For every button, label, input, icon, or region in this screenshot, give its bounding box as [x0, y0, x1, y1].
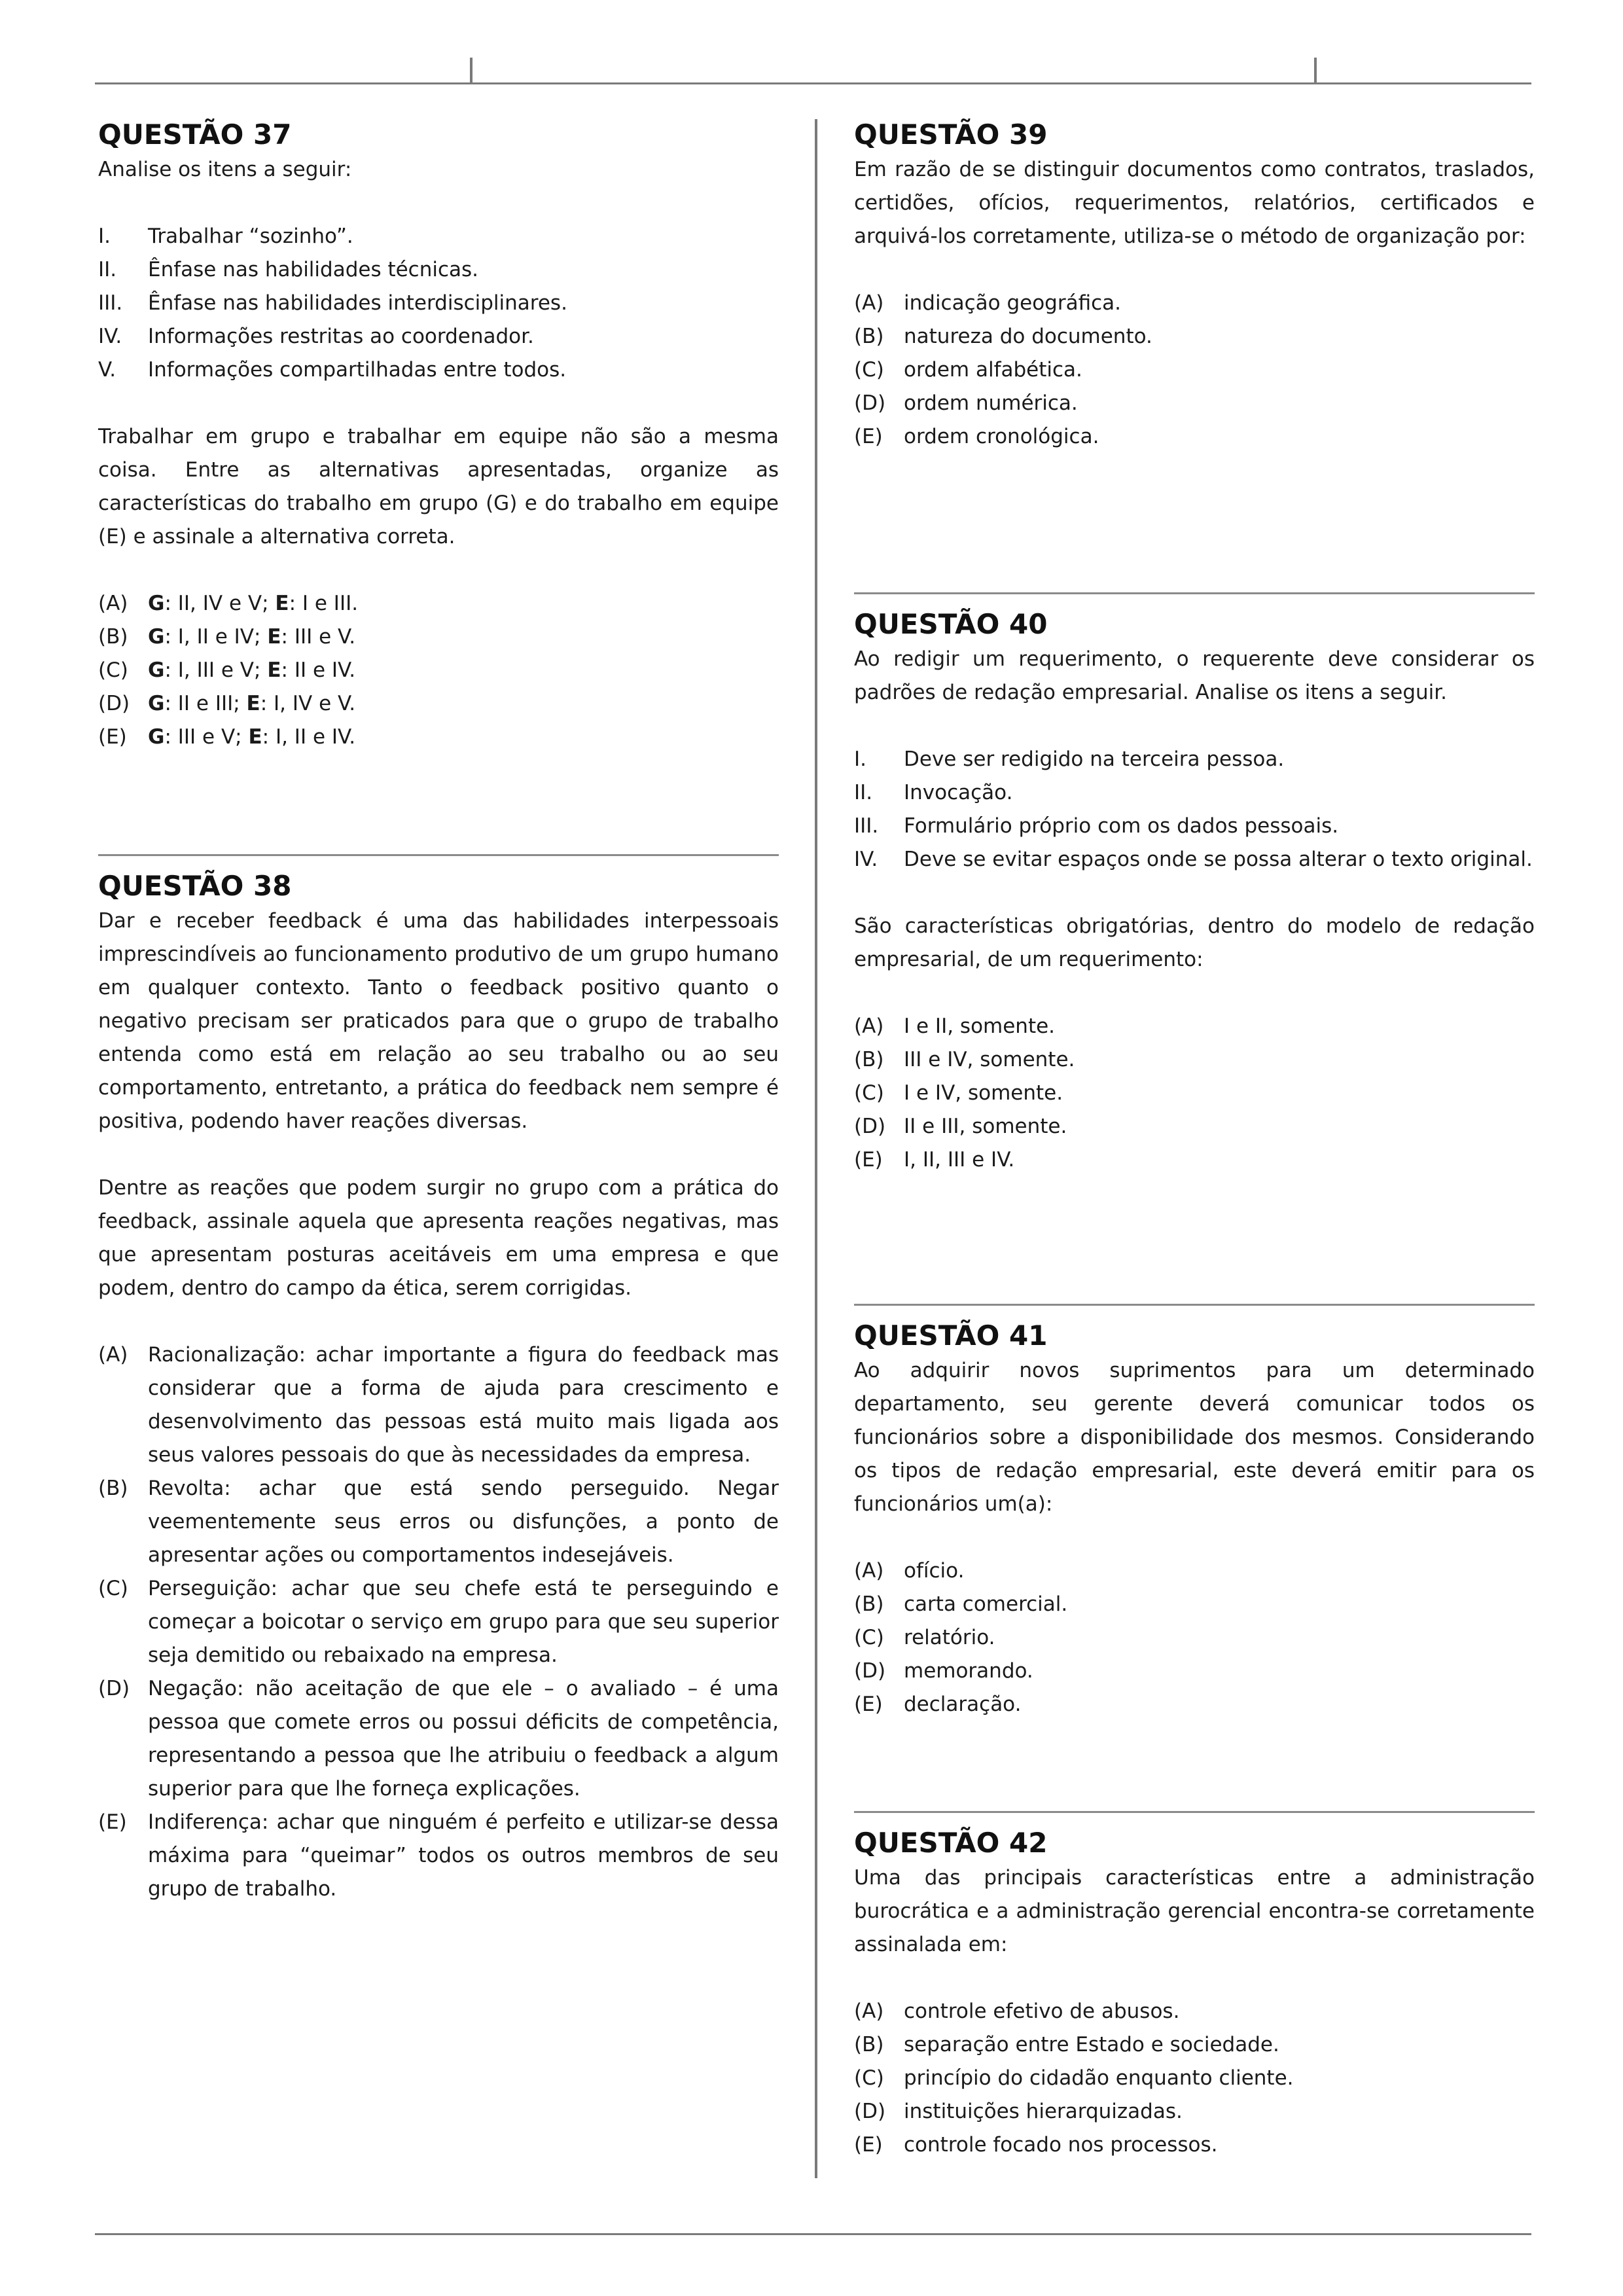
option-letter: (E)	[854, 425, 883, 448]
header-tick-left	[470, 58, 473, 84]
answer-options	[854, 1554, 1535, 1721]
item-number: II.	[854, 781, 873, 804]
question-title: QUESTÃO 40	[854, 608, 1048, 640]
list-item	[98, 220, 779, 253]
list-item	[98, 287, 779, 320]
option-letter: (C)	[98, 1577, 128, 1600]
answer-option[interactable]	[854, 1655, 1535, 1688]
answer-option[interactable]	[854, 1688, 1535, 1721]
option-group-key: G	[148, 592, 165, 615]
option-team-key: E	[275, 592, 289, 615]
option-letter: (C)	[854, 2066, 884, 2090]
option-team-key: E	[267, 625, 281, 649]
list-item	[854, 843, 1535, 876]
option-text: controle efetivo de abusos.	[904, 2000, 1180, 2023]
option-text: controle focado nos processos.	[904, 2133, 1218, 2157]
item-number: IV.	[98, 325, 122, 348]
option-group-key: G	[148, 692, 165, 715]
option-text: I e IV, somente.	[904, 1081, 1063, 1105]
answer-option[interactable]	[854, 387, 1535, 420]
footer-rule	[95, 2233, 1531, 2235]
option-text: Revolta: achar que está sendo perseguido. Negar veementemente seus erros ou disfunções, a ponto de apresentar ações ou comportamentos indesejáveis.	[148, 1477, 779, 1567]
option-group-text: : III e V;	[164, 725, 249, 749]
question-separator	[98, 854, 779, 856]
option-letter: (C)	[854, 358, 884, 382]
option-letter: (A)	[98, 592, 128, 615]
answer-options	[854, 1010, 1535, 1177]
answer-option[interactable]	[98, 620, 779, 654]
answer-options	[854, 287, 1535, 454]
option-letter: (B)	[854, 2033, 884, 2056]
option-text: II e III, somente.	[904, 1115, 1067, 1138]
option-text: memorando.	[904, 1659, 1033, 1683]
answer-option[interactable]	[854, 1143, 1535, 1177]
option-letter: (A)	[854, 291, 884, 315]
question-text: Dar e receber feedback é uma das habilidades interpessoais imprescindíveis ao funcionamento produtivo de um grupo humano em qualquer contexto. Tanto o feedback positivo quanto o negativo precisam ser praticados para que o grupo de trabalho entenda como está em relação ao seu trabalho ou ao seu comportamento, entretanto, a prática do feedback nem sempre é positiva, podendo haver reações diversas.	[98, 909, 779, 1133]
option-group-text: : I, III e V;	[164, 658, 268, 682]
question-separator	[854, 1811, 1535, 1813]
option-text: Negação: não aceitação de que ele – o avaliado – é uma pessoa que comete erros ou possui déficits de competência, representando a pessoa que lhe atribuiu o feedback a algum superior para que lhe forneça explicações.	[148, 1677, 779, 1801]
item-text: Ênfase nas habilidades interdisciplinares.	[148, 291, 567, 315]
item-number: V.	[98, 358, 116, 382]
option-text: Racionalização: achar importante a figura do feedback mas considerar que a forma de ajuda para crescimento e desenvolvimento das pessoas está muito mais ligada aos seus valores pessoais do que às necessidades da empresa.	[148, 1343, 779, 1467]
question-39	[854, 118, 1535, 454]
option-text: ordem alfabética.	[904, 358, 1082, 382]
option-text: declaração.	[904, 1693, 1022, 1716]
option-team-text: : I, IV e V.	[260, 692, 356, 715]
answer-option[interactable]	[98, 721, 779, 754]
answer-option[interactable]	[98, 687, 779, 721]
option-letter: (B)	[98, 1477, 128, 1500]
question-text: Em razão de se distinguir documentos como contratos, traslados, certidões, ofícios, requerimentos, relatórios, certificados e arquivá-los corretamente, utiliza-se o método de organização por:	[854, 158, 1535, 248]
answer-option[interactable]	[854, 2128, 1535, 2162]
question-intro: Ao redigir um requerimento, o requerente deve considerar os padrões de redação empresarial. Analise os itens a seguir.	[854, 647, 1535, 704]
item-text: Informações compartilhadas entre todos.	[148, 358, 567, 382]
column-divider	[815, 119, 817, 2178]
answer-option[interactable]	[854, 2095, 1535, 2128]
question-prompt: Trabalhar em grupo e trabalhar em equipe não são a mesma coisa. Entre as alternativas apresentadas, organize as características do trabalho em grupo (G) e do trabalho em equipe (E) e assinale a alternativa correta.	[98, 425, 779, 548]
option-text: instituições hierarquizadas.	[904, 2100, 1183, 2123]
question-prompt: Dentre as reações que podem surgir no grupo com a prática do feedback, assinale aquela que apresenta reações negativas, mas que apresentam posturas aceitáveis em uma empresa e que podem, dentro do campo da ética, serem corrigidas.	[98, 1176, 779, 1300]
option-text: ofício.	[904, 1559, 965, 1583]
option-text: relatório.	[904, 1626, 995, 1649]
option-text: I, II, III e IV.	[904, 1148, 1015, 1172]
option-letter: (A)	[854, 2000, 884, 2023]
option-team-key: E	[248, 725, 262, 749]
item-number: III.	[98, 291, 123, 315]
item-text: Formulário próprio com os dados pessoais.	[904, 814, 1339, 838]
option-letter: (C)	[98, 658, 128, 682]
question-40	[854, 592, 1535, 1177]
list-item	[98, 320, 779, 353]
answer-option[interactable]	[98, 587, 779, 620]
option-letter: (D)	[98, 692, 130, 715]
option-text: separação entre Estado e sociedade.	[904, 2033, 1279, 2056]
option-text: indicação geográfica.	[904, 291, 1122, 315]
option-letter: (E)	[98, 1810, 127, 1834]
option-letter: (E)	[854, 1148, 883, 1172]
option-team-text: : I, II e IV.	[262, 725, 356, 749]
question-intro: Analise os itens a seguir:	[98, 158, 352, 181]
answer-option[interactable]	[98, 1338, 779, 1472]
option-letter: (A)	[98, 1343, 128, 1367]
list-item	[98, 353, 779, 387]
answer-options	[854, 1995, 1535, 2162]
item-number: I.	[854, 747, 866, 771]
answer-option[interactable]	[854, 320, 1535, 353]
question-text: Ao adquirir novos suprimentos para um determinado departamento, seu gerente deverá comunicar todos os funcionários sobre a disponibilidade dos mesmos. Considerando os tipos de redação empresarial, este deverá emitir para os funcionários um(a):	[854, 1359, 1535, 1516]
question-title: QUESTÃO 37	[98, 118, 292, 151]
question-37	[98, 118, 779, 754]
question-title: QUESTÃO 42	[854, 1827, 1048, 1859]
answer-option[interactable]	[854, 1588, 1535, 1621]
option-letter: (B)	[854, 325, 884, 348]
answer-option[interactable]	[854, 287, 1535, 320]
option-team-text: : II e IV.	[281, 658, 356, 682]
answer-option[interactable]	[854, 1043, 1535, 1077]
option-letter: (D)	[854, 2100, 886, 2123]
item-list	[98, 220, 779, 387]
answer-options	[98, 587, 779, 754]
item-text: Deve ser redigido na terceira pessoa.	[904, 747, 1285, 771]
question-38	[98, 854, 779, 1906]
option-letter: (E)	[98, 725, 127, 749]
option-text: ordem numérica.	[904, 391, 1078, 415]
question-text: Uma das principais características entre a administração burocrática e a administração gerencial encontra-se corretamente assinalada em:	[854, 1866, 1535, 1956]
question-separator	[854, 592, 1535, 594]
option-group-key: G	[148, 658, 165, 682]
answer-option[interactable]	[98, 654, 779, 687]
question-42	[854, 1811, 1535, 2162]
option-letter: (B)	[854, 1048, 884, 1071]
option-text: carta comercial.	[904, 1592, 1068, 1616]
option-text: Perseguição: achar que seu chefe está te perseguindo e começar a boicotar o serviço em grupo para que seu superior seja demitido ou rebaixado na empresa.	[148, 1577, 779, 1667]
question-41	[854, 1304, 1535, 1721]
item-number: I.	[98, 224, 111, 248]
list-item	[854, 810, 1535, 843]
answer-option[interactable]	[854, 1010, 1535, 1043]
item-number: IV.	[854, 848, 878, 871]
option-group-text: : II, IV e V;	[164, 592, 276, 615]
option-letter: (C)	[854, 1081, 884, 1105]
option-text: I e II, somente.	[904, 1014, 1056, 1038]
header-tick-right	[1314, 58, 1317, 84]
list-item	[854, 743, 1535, 776]
option-text: natureza do documento.	[904, 325, 1152, 348]
answer-option[interactable]	[854, 1110, 1535, 1143]
answer-option[interactable]	[854, 1995, 1535, 2028]
question-title: QUESTÃO 38	[98, 870, 292, 902]
option-letter: (D)	[98, 1677, 130, 1700]
option-text: ordem cronológica.	[904, 425, 1099, 448]
question-separator	[854, 1304, 1535, 1306]
answer-option[interactable]	[98, 1672, 779, 1806]
question-title: QUESTÃO 41	[854, 1319, 1048, 1352]
option-letter: (E)	[854, 2133, 883, 2157]
answer-option[interactable]	[98, 1572, 779, 1672]
question-title: QUESTÃO 39	[854, 118, 1048, 151]
item-number: II.	[98, 258, 117, 281]
option-letter: (E)	[854, 1693, 883, 1716]
item-text: Trabalhar “sozinho”.	[148, 224, 353, 248]
option-group-text: : II e III;	[164, 692, 247, 715]
option-letter: (B)	[98, 625, 128, 649]
answer-option[interactable]	[854, 420, 1535, 454]
option-team-key: E	[246, 692, 260, 715]
option-team-text: : I e III.	[289, 592, 359, 615]
item-text: Invocação.	[904, 781, 1013, 804]
answer-option[interactable]	[854, 353, 1535, 387]
item-text: Ênfase nas habilidades técnicas.	[148, 258, 479, 281]
answer-options	[98, 1338, 779, 1906]
answer-option[interactable]	[98, 1472, 779, 1572]
item-list	[854, 743, 1535, 876]
question-prompt: São características obrigatórias, dentro do modelo de redação empresarial, de um requerimento:	[854, 914, 1535, 971]
item-text: Informações restritas ao coordenador.	[148, 325, 534, 348]
item-text: Deve se evitar espaços onde se possa alterar o texto original.	[904, 848, 1533, 871]
list-item	[854, 776, 1535, 810]
option-group-text: : I, II e IV;	[164, 625, 268, 649]
answer-option[interactable]	[854, 1077, 1535, 1110]
option-text: princípio do cidadão enquanto cliente.	[904, 2066, 1294, 2090]
answer-option[interactable]	[854, 2062, 1535, 2095]
option-letter: (D)	[854, 1659, 886, 1683]
answer-option[interactable]	[854, 1554, 1535, 1588]
option-group-key: G	[148, 625, 165, 649]
option-letter: (A)	[854, 1014, 884, 1038]
answer-option[interactable]	[854, 1621, 1535, 1655]
option-letter: (A)	[854, 1559, 884, 1583]
answer-option[interactable]	[98, 1806, 779, 1906]
option-text: Indiferença: achar que ninguém é perfeito e utilizar-se dessa máxima para “queimar” todos os outros membros de seu grupo de trabalho.	[148, 1810, 779, 1901]
answer-option[interactable]	[854, 2028, 1535, 2062]
option-letter: (D)	[854, 1115, 886, 1138]
item-number: III.	[854, 814, 879, 838]
option-text: III e IV, somente.	[904, 1048, 1075, 1071]
option-team-text: : III e V.	[281, 625, 356, 649]
option-letter: (B)	[854, 1592, 884, 1616]
option-letter: (D)	[854, 391, 886, 415]
list-item	[98, 253, 779, 287]
option-team-key: E	[267, 658, 281, 682]
option-letter: (C)	[854, 1626, 884, 1649]
option-group-key: G	[148, 725, 165, 749]
